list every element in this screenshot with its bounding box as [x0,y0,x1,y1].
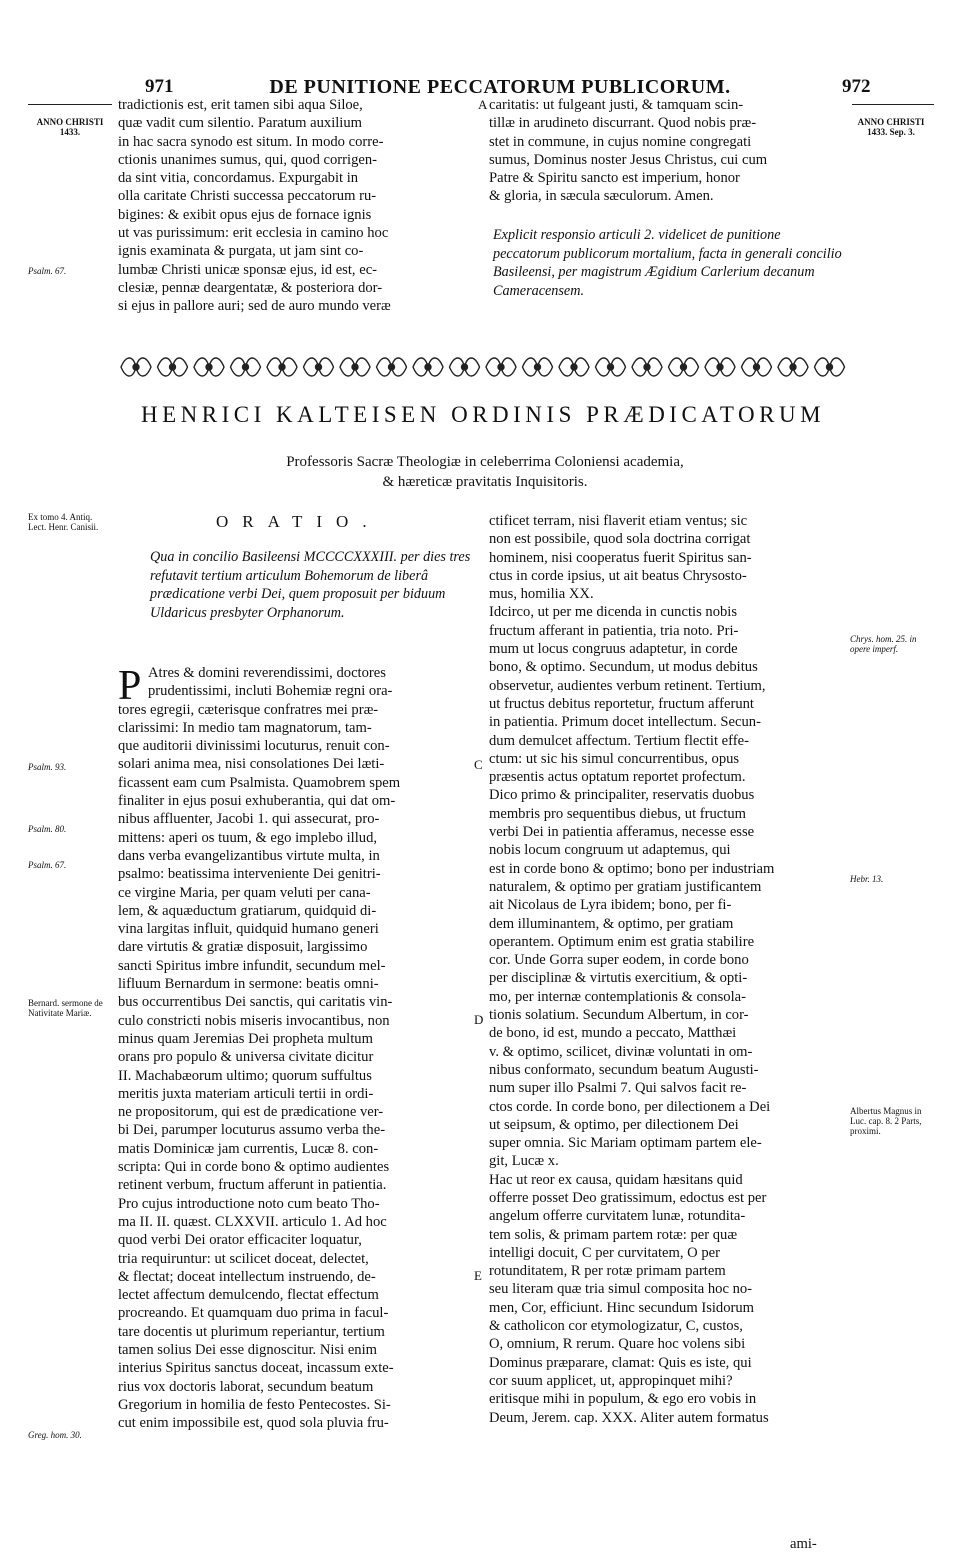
text-line: clarissimi: In medio tam magnatorum, tam- [118,719,372,736]
text-line: Atres & domini reverendissimi, doctores [148,665,386,681]
top-left-column [118,96,480,316]
text-line: præsentis actus optatum reportet profectum. [489,769,746,786]
text-line: Dominus præparare, clamat: Quis es iste, qui [489,1354,752,1371]
text-line: observetur, audientes verbum retinent. Tertium, [489,677,766,694]
text-line: eritisque mihi in populum, & ego ero vobis in [489,1391,757,1408]
text-line: tillæ in arudineto discurrant. Quod nobis præ- [489,115,757,132]
ornament-dot [206,364,212,370]
section-letter: A [478,97,488,112]
text-line: ctum: ut sic his simul concurrentibus, opus [489,750,740,767]
margin-note: Psalm. 93. [28,762,67,772]
text-line: ficassent eam cum Psalmista. Quamobrem spem [118,774,401,791]
text-line: ctificet terram, nisi flaverit etiam ventus; sic [489,513,748,529]
text-line: tradictionis est, erit tamen sibi aqua Siloe, [118,97,363,113]
ornament-dot [352,364,358,370]
margin-note: Psalm. 67. [28,860,67,870]
page-number-right: 972 [842,76,871,97]
text-line: lem, & aquæductum gratiarum, quidquid di- [118,902,377,919]
ornament-dot [644,364,650,370]
text-line: super omnia. Sic Mariam optimam partem ele- [489,1135,762,1152]
main-left-column [118,664,480,1432]
text-line: bus occurrentibus Dei sanctis, qui caritatis vin- [118,994,393,1011]
text-line: procreando. Et quamquam duo prima in facul- [118,1305,389,1322]
text-line: git, Lucæ x. [489,1153,559,1170]
text-line: quod verbi Dei orator efficaciter loquatur, [118,1232,362,1249]
ornament-band [118,352,848,382]
header-rule-right [852,104,934,105]
text-line: per disciplinæ & virtutis exercitium, & opti- [489,970,748,987]
catchword: ami- [790,1536,817,1552]
section-letter: C [474,757,483,772]
text-line: tare docentis ut plurimum reperiantur, tertium [118,1323,385,1340]
text-line: orans pro populo & universa civitate dicitur [118,1049,374,1066]
ornament-dot [754,364,760,370]
ornament-dot [425,364,431,370]
text-line: quæ vadit cum silentio. Paratum auxilium [118,115,363,132]
author-title: HENRICI KALTEISEN ORDINIS PRÆDICATORUM [140,402,826,427]
explicit-note: Explicit responsio articuli 2. videlicet de punitione peccatorum publicorum mortalium, facta in generali concilio Basileensi, per magistrum Ægidium Carlerium decanum Cameracensem. [493,227,842,299]
text-line: lectet affectum demulcendo, flectat effectum [118,1287,379,1304]
text-line: ut vas purissimum: erit ecclesia in camino hoc [118,225,389,242]
text-line: in hac sacra synodo est situm. In modo corre- [118,133,384,150]
text-line: interius Spiritus sanctus doceat, incassum exte- [118,1360,394,1377]
text-line: cor suum applicet, ut, appropinquet mihi? [489,1372,733,1389]
text-line: & flectat; doceat intellectum instruendo, de- [118,1268,376,1285]
subtitle-line: Professoris Sacræ Theologiæ in celeberrima Coloniensi academia, [286,454,684,470]
text-line: verbi Dei in patientia afferamus, necesse esse [489,824,755,841]
text-line: est in corde bono & optimo; bono per industriam [489,860,775,877]
text-line: scripta: Qui in corde bono & optimo audientes [118,1159,390,1176]
text-line: ce virgine Maria, per quam veluti per cana- [118,884,371,901]
text-line: tria requiruntur: ut scilicet doceat, delectet, [118,1250,369,1267]
margin-note: Hebr. 13. [850,874,884,884]
page-number-left: 971 [145,76,174,97]
text-line: dem illuminantem, & optimo, per gratiam [489,915,734,932]
text-line: solari anima mea, nisi consolationes Dei læti- [118,756,385,773]
ornament-dot [717,364,723,370]
text-line: ignis examinata & purgata, ut jam sint co- [118,243,364,260]
text-line: men, Cor, efficiunt. Hinc secundum Isidorum [489,1299,755,1316]
text-line: bigines: & exibit opus ejus de fornace ignis [118,206,372,223]
main-right-column [489,512,847,1427]
text-line: naturalem, & optimo per gratiam justificantem [489,878,762,895]
margin-note: Psalm. 67. [28,266,67,276]
ornament-dot [681,364,687,370]
text-line: clesiæ, pennæ deargentatæ, & posteriora dor- [118,279,383,296]
text-line: ne propositorum, qui est de prædicatione ver- [118,1104,384,1121]
margin-note: Albertus Magnus in Luc. cap. 8. 2 Parts, proximi. [850,1106,922,1136]
text-line: sancti Spiritus imbre infundit, secundum mel- [118,957,386,974]
text-line: Pro cujus introductione noto cum beato Tho- [118,1195,380,1212]
margin-note: Ex tomo 4. Antiq. Lect. Henr. Canisii. [28,512,99,532]
text-line: membris pro sequentibus diebus, ut fructum [489,805,746,822]
text-line: tionis solatium. Secundum Albertum, in cor- [489,1007,749,1024]
text-line: Dico primo & principaliter, reservatis duobus [489,787,755,804]
text-line: Idcirco, ut per me dicenda in cunctis nobis [489,604,738,621]
text-line: num super illo Psalmi 7. Qui salvos facit re- [489,1080,747,1097]
text-line: stet in commune, in cujus nomine congregati [489,133,752,150]
text-line: ctos corde. In corde bono, per dilectionem a Dei [489,1098,771,1115]
text-line: tamen solius Dei esse dignoscitur. Nisi enim [118,1341,378,1358]
text-line: retinent verbum, fructum afferunt in patientia. [118,1177,387,1194]
text-line: hominem, nisi cooperatus fuerit Spiritus san- [489,549,752,566]
text-line: non est possibile, quod sola doctrina corrigat [489,531,751,548]
text-line: rotunditatem, R per rotæ primam partem [489,1263,726,1280]
text-line: vina largitas influit, quidquid humano generi [118,921,379,938]
text-line: nibus conformato, secundum beatum Augusti- [489,1061,759,1078]
text-line: ctionis unanimes sumus, qui, quod corrigen- [118,151,378,168]
text-line: v. & optimo, scilicet, divinæ voluntati in om- [489,1043,753,1060]
section-letter: E [474,1268,482,1283]
ornament-dot [462,364,468,370]
text-line: nibus affluenter, Jacobi 1. qui assecurat, pro- [118,811,380,828]
subtitle [160,452,810,492]
text-line: ut fructus debitus reportetur, fructum afferunt [489,695,754,712]
text-line: olla caritate Christi successa peccatorum ru- [118,188,377,205]
text-line: rius vox doctoris laborat, secundum beatum [118,1378,374,1395]
text-line: mittens: aperi os tuum, & ego implebo illud, [118,829,378,846]
text-line: Hac ut reor ex causa, quidam hæsitans quid [489,1171,743,1188]
ornament-dot [133,364,139,370]
text-line: II. Machabæorum ultimo; quorum suffultus [118,1067,372,1084]
text-line: ctus in corde ipsius, ut ait beatus Chrysosto- [489,567,747,584]
text-line: O, omnium, R rerum. Quare hoc volens sibi [489,1336,746,1353]
text-line: tores egregii, cæterisque confratres mei præ- [118,701,379,718]
text-line: caritatis: ut fulgeant justi, & tamquam scin- [489,97,744,113]
text-line: seu literam quæ tria simul composita hoc no- [489,1281,753,1298]
text-line: ait Nicolaus de Lyra ibidem; bono, per fi- [489,897,732,914]
subtitle-line: & hæreticæ pravitatis Inquisitoris. [382,474,588,490]
text-line: Patre & Spiritu sancto est imperium, honor [489,170,740,187]
ornament-dot [170,364,176,370]
text-line: prudentissimi, incluti Bohemiæ regni ora- [148,683,393,700]
text-line: cut enim impossibile est, quod sola pluvia fru- [118,1415,389,1432]
text-line: & gloria, in sæcula sæculorum. Amen. [489,188,714,205]
text-line: ma II. II. quæst. CLXXVII. articulo 1. Ad hoc [118,1213,387,1230]
ornament-dot [389,364,395,370]
text-line: minus quam Jeremias Dei propheta multum [118,1030,373,1047]
margin-note: Greg. hom. 30. [28,1430,82,1440]
margin-note: Bernard. sermone de Nativitate Mariæ. [28,998,103,1018]
text-line: fructum afferant in patientia, tria noto. Pri- [489,622,739,639]
header-rule-left [28,104,112,105]
text-line: ut seipsum, & optimo, per dilectionem Dei [489,1116,739,1133]
margin-note-year: ANNO CHRISTI 1433. Sep. 3. [857,117,925,137]
text-line: dare virtutis & gratiæ disposuit, largissimo [118,939,368,956]
text-line: intelligi docuit, C per curvitatem, O per [489,1244,721,1261]
top-right-column [489,96,847,206]
text-line: que auditorii divinissimi locuturus, renuit con- [118,738,390,755]
text-line: de bono, id est, mundo a peccato, Matthæi [489,1025,737,1042]
ornament-dot [498,364,504,370]
text-line: culo constricti nobis miseris invocantibus, non [118,1012,390,1029]
text-line: offerre posset Deo gratissimum, edoctus est per [489,1189,767,1206]
text-line: in patientia. Primum docet intellectum. Secun- [489,714,761,731]
text-line: psalmo: beatissima interveniente Dei genitri- [118,866,381,883]
drop-capital: P [118,663,142,709]
running-title: DE PUNITIONE PECCATORUM PUBLICORUM. [269,76,731,98]
text-line: operantem. Optimum enim est gratia stabilire [489,933,755,950]
text-line: bono, & optimo. Secundum, ut modus debitus [489,659,758,676]
text-line: dum demulcet affectum. Tertium flectit effe- [489,732,749,749]
text-line: angelum offerre curvitatem lunæ, rotundita- [489,1208,746,1225]
text-line: mus, homilia XX. [489,586,594,603]
page-header [0,76,960,98]
text-line: si ejus in pallore auri; sed de auro mundo veræ [118,298,391,315]
ornament-dot [790,364,796,370]
ornament-dot [608,364,614,370]
ornament-dot [279,364,285,370]
margin-note-year: ANNO CHRISTI 1433. [36,117,104,137]
text-line: dans verba evangelizantibus virtute multa, in [118,847,380,864]
text-line: tem solis, & primam partem rotæ: per quæ [489,1226,738,1243]
text-line: bi Dei, parumper locuturus assumo verba the- [118,1122,386,1139]
text-line: mum ut locus congruus adaptetur, in corde [489,641,738,658]
ornament-dot [316,364,322,370]
margin-note: Chrys. hom. 25. in opere imperf. [850,634,917,654]
text-line: lifluum Bernardum in sermone: beatis omni- [118,976,379,993]
text-line: & catholicon cor etymologizatur, C, custos, [489,1318,743,1335]
text-line: da sint vitia, concordamus. Expurgabit in [118,170,359,187]
text-line: cor. Unde Gorra super eodem, in corde bono [489,952,749,969]
margin-note: Psalm. 80. [28,824,67,834]
text-line: lumbæ Christi unicæ sponsæ ejus, id est, ec- [118,261,378,278]
oratio-heading: ORATIO. [216,512,381,531]
ornament-dot [827,364,833,370]
text-line: nobis locum congruum ut adaptemus, qui [489,842,731,859]
oratio-intro: Qua in concilio Basileensi MCCCCXXXIII. per dies tres refutavit tertium articulum Bohemorum de liberâ prædicatione verbi Dei, quem proposuit per biduum Uldaricus presbyter Orphanorum. [150,549,471,621]
text-line: sumus, Dominus noster Jesus Christus, cui cum [489,151,768,168]
section-letter: D [474,1012,484,1027]
text-line: meritis juxta materiam articuli tertii in ordi- [118,1085,374,1102]
ornament-dot [571,364,577,370]
text-line: Gregorium in homilia de festo Pentecostes. Si- [118,1396,391,1413]
text-line: mo, per internæ contemplationis & consola- [489,988,746,1005]
text-line: matis Dominicæ jam currentis, Lucæ 8. con- [118,1140,379,1157]
text-line: finaliter in ejus posui exhuberantia, qui dat om- [118,793,396,810]
ornament-dot [243,364,249,370]
ornament-dot [535,364,541,370]
text-line: Deum, Jerem. cap. XXX. Aliter autem formatus [489,1409,769,1426]
